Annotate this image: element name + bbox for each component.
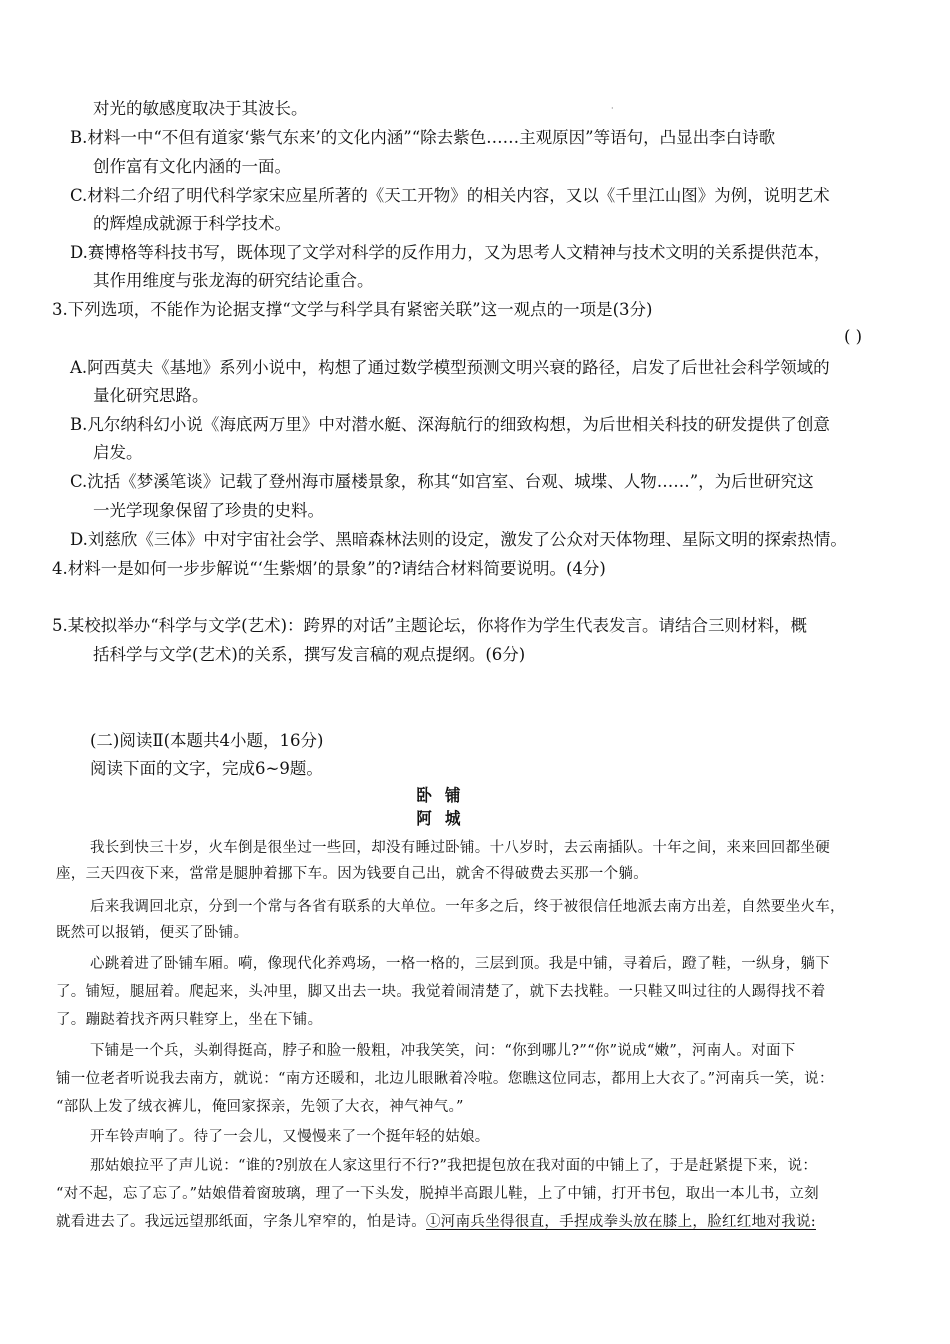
story-title: 卧铺 (416, 786, 474, 805)
question-5-stem-line-1: 5.某校拟举办“科学与文学(艺术)：跨界的对话”主题论坛，你将作为学生代表发言。请结合三则材料，概 (52, 616, 807, 635)
question-3-stem: 3.下列选项，不能作为论据支撑“文学与科学具有紧密关联”这一观点的一项是(3分) (52, 300, 653, 319)
story-author: 阿城 (416, 809, 474, 828)
q3-option-c-line-2: 一光学现象保留了珍贵的史料。 (93, 501, 324, 520)
paragraph-1-line-2: 座，三天四夜下来，當常是腿肿着挪下车。因为钱要自己出，就舍不得破费去买那一个躺。 (56, 866, 648, 882)
q3-option-b-line-2: 启发。 (93, 443, 143, 462)
question-4-stem: 4.材料一是如何一步步解说“‘生紫烟’的景象”的?请结合材料简要说明。(4分) (52, 559, 606, 578)
q3-option-a-line-2: 量化研究思路。 (93, 386, 209, 405)
section-instruction: 阅读下面的文字，完成6~9题。 (90, 759, 323, 778)
paragraph-3-line-3: 了。蹦跶着找齐两只鞋穿上，坐在下铺。 (56, 1012, 323, 1028)
paragraph-2-line-1: 后来我调回北京，分到一个常与各省有联系的大单位。一年多之后，终于被很信任地派去南方出差，自然要坐火车， (90, 899, 845, 915)
paragraph-4-line-3: “部队上发了绒衣裤儿，俺回家探亲，先领了大衣，神气神气。” (56, 1099, 464, 1115)
paragraph-1-line-1: 我长到快三十岁，火车倒是很坐过一些回，却没有睡过卧铺。十八岁时，去云南插队。十年之间，来来回回都坐硬 (90, 840, 830, 856)
paragraph-2-line-2: 既然可以报销，便买了卧铺。 (56, 925, 249, 941)
paragraph-3-line-2: 了。铺短，腿屈着。爬起来，头冲里，脚又出去一块。我觉着闹清楚了，就下去找鞋。一只鞋又叫过往的人踢得找不着 (56, 984, 826, 1000)
underlined-sentence-1: ①河南兵坐得很直，手捏成拳头放在膝上，脸红红地对我说: (426, 1214, 816, 1230)
option-d-line-1: D.赛博格等科技书写，既体现了文学对科学的反作用力，又为思考人文精神与技术文明的关系提供范本， (70, 243, 831, 262)
q3-option-c-line-1: C.沈括《梦溪笔谈》记载了登州海市蜃楼景象，称其“如宫室、台观、城堞、人物……”，为后世研究这 (70, 472, 814, 491)
option-c-line-1: C.材料二介绍了明代科学家宋应星所著的《天工开物》的相关内容，又以《千里江山图》为例，说明艺术 (70, 186, 830, 205)
paragraph-4-line-2: 铺一位老者听说我去南方，就说：“南方还暖和，北边儿眼瞅着冷啦。您瞧这位同志，都用上大衣了。”河南兵一笑，说： (56, 1071, 834, 1087)
option-b-line-2: 创作富有文化内涵的一面。 (93, 157, 291, 176)
q3-option-a-line-1: A.阿西莫夫《基地》系列小说中，构想了通过数学模型预测文明兴衰的路径，启发了后世社会科学领域的 (70, 358, 830, 377)
stray-dot: · (611, 104, 614, 113)
q3-option-d: D.刘慈欣《三体》中对宇宙社会学、黑暗森林法则的设定，激发了公众对天体物理、星际文明的探索热情。 (70, 530, 847, 549)
option-b-line-1: B.材料一中“不但有道家‘紫气东来’的文化内涵”“除去紫色……主观原因”等语句，凸显出李白诗歌 (70, 128, 776, 147)
option-d-line-2: 其作用维度与张龙海的研究结论重合。 (93, 271, 374, 290)
paragraph-6-line-3 (56, 1209, 816, 1235)
question-5-stem-line-2: 括科学与文学(艺术)的关系，撰写发言稿的观点提纲。(6分) (93, 645, 526, 664)
paragraph-6-line-1: 那姑娘拉平了声儿说：“谁的?别放在人家这里行不行?”我把提包放在我对面的中铺上了，于是赶紧提下来，说： (90, 1158, 818, 1174)
option-c-line-2: 的辉煌成就源于科学技术。 (93, 214, 291, 233)
section-heading: (二)阅读Ⅱ(本题共4小题，16分) (90, 731, 324, 750)
paragraph-4-line-1: 下铺是一个兵，头剃得挺高，脖子和脸一般粗，冲我笑笑，问：“你到哪儿?”“你”说成“嫩”，河南人。对面下 (90, 1043, 796, 1059)
paragraph-6-text: 就看进去了。我远远望那纸面，字条儿窄窄的，怕是诗。 (56, 1214, 426, 1230)
text-line: 对光的敏感度取决于其波长。 (93, 99, 308, 118)
paragraph-3-line-1: 心跳着进了卧铺车厢。嗬，像现代化养鸡场，一格一格的，三层到顶。我是中铺，寻着后，蹬了鞋，一纵身，躺下 (90, 956, 830, 972)
paragraph-5: 开车铃声响了。待了一会儿，又慢慢来了一个挺年轻的姑娘。 (90, 1129, 490, 1145)
paragraph-6-line-2: “对不起，忘了忘了。”姑娘借着窗玻璃，理了一下头发，脱掉半高跟儿鞋，上了中铺，打开书包，取出一本儿书，立刻 (56, 1186, 819, 1202)
q3-option-b-line-1: B.凡尔纳科幻小说《海底两万里》中对潜水艇、深海航行的细致构想，为后世相关科技的研发提供了创意 (70, 415, 830, 434)
answer-blank: ( ) (844, 327, 863, 346)
